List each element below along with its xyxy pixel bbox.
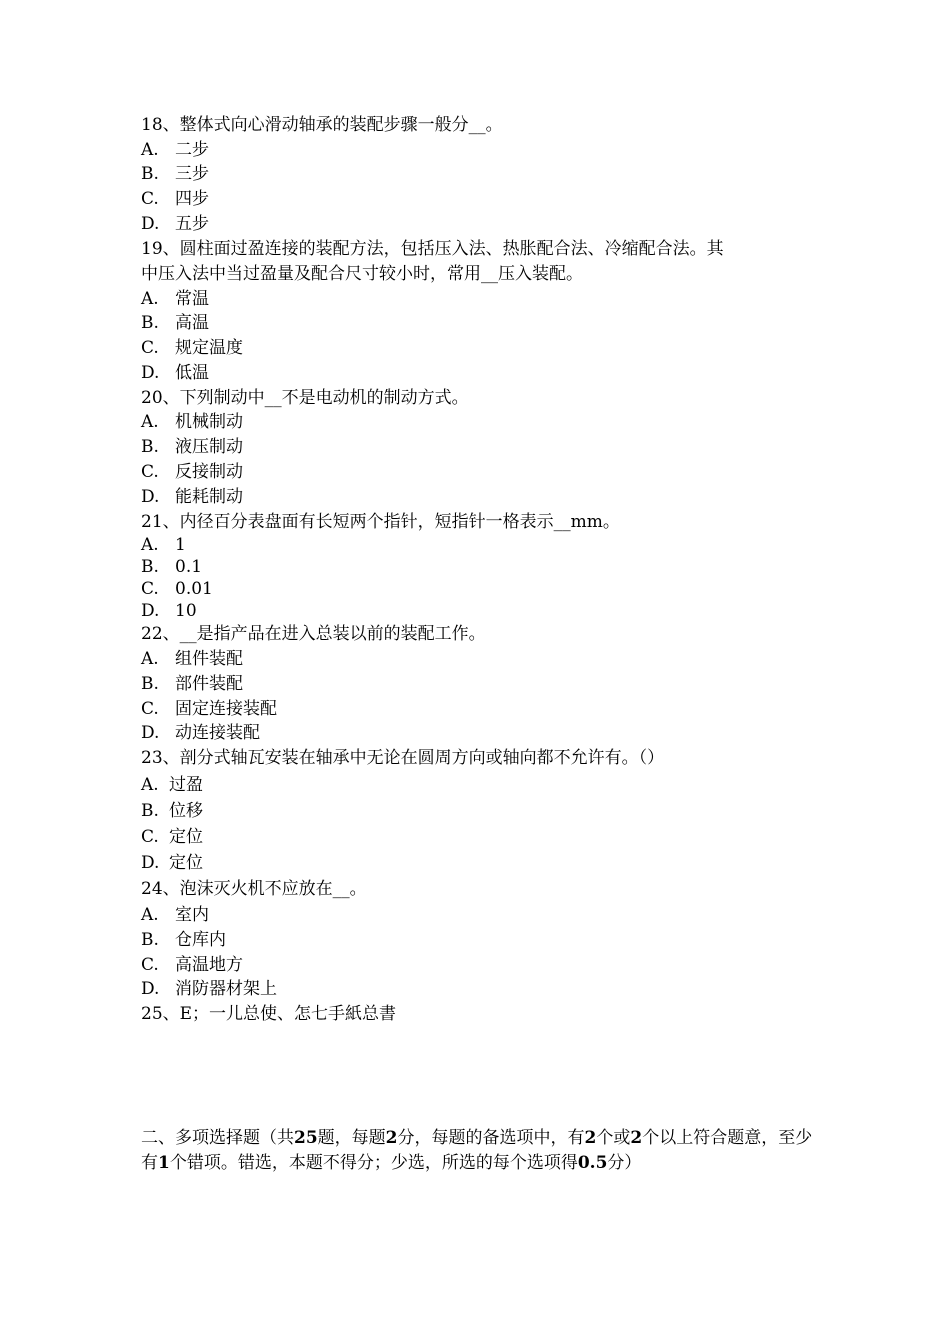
option-text: 组件装配 xyxy=(175,649,243,669)
option-letter: D. xyxy=(141,979,160,999)
question-25: 25、E；一儿总使、怎七手紙总書 xyxy=(141,1004,397,1024)
question-21: 21、内径百分表盘面有长短两个指针，短指针一格表示__mm。 xyxy=(141,512,620,532)
option-a xyxy=(141,647,243,671)
option-c xyxy=(141,953,243,977)
option-a xyxy=(141,773,203,797)
option-text: 三步 xyxy=(175,164,209,184)
option-text: 二步 xyxy=(175,140,209,160)
option-text: 室内 xyxy=(175,905,209,925)
min-correct-options: 2 xyxy=(630,1128,643,1148)
option-letter: A. xyxy=(141,140,159,160)
wrong-option-count: 1 xyxy=(158,1153,170,1173)
option-letter: B. xyxy=(141,801,159,821)
option-letter: D. xyxy=(141,723,160,743)
option-d xyxy=(141,212,209,236)
option-b xyxy=(141,672,243,696)
option-letter: D. xyxy=(141,601,160,621)
section-text: 分，每题的备选项中，有 xyxy=(397,1128,585,1148)
question-18: 18、整体式向心滑动轴承的装配步骤一般分__。 xyxy=(141,115,503,135)
section-heading-multiple-choice xyxy=(141,1126,813,1176)
option-d xyxy=(141,599,197,623)
question-count: 25 xyxy=(294,1128,318,1148)
option-b xyxy=(141,799,203,823)
option-letter: D. xyxy=(141,214,160,234)
option-letter: B. xyxy=(141,930,159,950)
option-text: 10 xyxy=(175,601,197,621)
section-text: 二、多项选择题（共 xyxy=(141,1128,294,1148)
option-d xyxy=(141,721,260,745)
partial-credit-points: 0.5 xyxy=(577,1153,608,1173)
min-correct-options: 2 xyxy=(584,1128,597,1148)
option-letter: A. xyxy=(141,905,159,925)
option-a xyxy=(141,287,209,311)
option-text: 高温地方 xyxy=(175,955,243,975)
option-a xyxy=(141,533,186,557)
option-text: 四步 xyxy=(175,189,209,209)
option-letter: B. xyxy=(141,674,159,694)
option-text: 定位 xyxy=(169,853,203,873)
section-text: 题，每题 xyxy=(317,1128,386,1148)
question-23: 23、剖分式轴瓦安装在轴承中无论在圆周方向或轴向都不允许有。（） xyxy=(141,748,665,768)
option-letter: C. xyxy=(141,462,159,482)
question-19-line2: 中压入法中当过盈量及配合尺寸较小时，常用__压入装配。 xyxy=(141,264,583,284)
option-text: 消防器材架上 xyxy=(175,979,277,999)
option-b xyxy=(141,928,226,952)
option-letter: A. xyxy=(141,535,159,555)
option-c xyxy=(141,336,243,360)
option-letter: C. xyxy=(141,955,159,975)
option-text: 高温 xyxy=(175,313,209,333)
option-text: 仓库内 xyxy=(175,930,226,950)
option-text: 反接制动 xyxy=(175,462,243,482)
option-a xyxy=(141,410,243,434)
option-letter: C. xyxy=(141,579,159,599)
option-text: 低温 xyxy=(175,363,209,383)
points-per-question: 2 xyxy=(385,1128,398,1148)
option-letter: B. xyxy=(141,557,159,577)
option-a xyxy=(141,138,209,162)
option-c xyxy=(141,187,209,211)
option-b xyxy=(141,311,209,335)
option-text: 液压制动 xyxy=(175,437,243,457)
option-text: 过盈 xyxy=(169,775,203,795)
option-letter: B. xyxy=(141,313,159,333)
option-letter: C. xyxy=(141,189,159,209)
option-letter: D. xyxy=(141,487,160,507)
option-letter: A. xyxy=(141,412,159,432)
option-text: 能耗制动 xyxy=(175,487,243,507)
option-text: 1 xyxy=(175,535,186,555)
option-text: 常温 xyxy=(175,289,209,309)
option-letter: D. xyxy=(141,853,160,873)
option-letter: B. xyxy=(141,437,159,457)
option-letter: C. xyxy=(141,338,159,358)
option-b xyxy=(141,435,243,459)
option-text: 定位 xyxy=(169,827,203,847)
option-text: 位移 xyxy=(169,801,203,821)
option-letter: A. xyxy=(141,775,159,795)
option-c xyxy=(141,577,213,601)
option-letter: A. xyxy=(141,289,159,309)
option-d xyxy=(141,851,203,875)
option-letter: A. xyxy=(141,649,159,669)
option-letter: C. xyxy=(141,699,159,719)
question-22: 22、__是指产品在进入总装以前的装配工作。 xyxy=(141,624,486,644)
option-text: 0.01 xyxy=(175,579,213,599)
option-letter: D. xyxy=(141,363,160,383)
option-c xyxy=(141,825,203,849)
option-text: 部件装配 xyxy=(175,674,243,694)
section-text: 分） xyxy=(607,1153,642,1173)
option-d xyxy=(141,485,243,509)
option-text: 动连接装配 xyxy=(175,723,260,743)
question-20: 20、下列制动中__不是电动机的制动方式。 xyxy=(141,388,469,408)
question-19-line1: 19、圆柱面过盈连接的装配方法，包括压入法、热胀配合法、冷缩配合法。其 xyxy=(141,239,724,259)
option-c xyxy=(141,460,243,484)
section-text: 个错项。错选，本题不得分；少选，所选的每个选项得 xyxy=(169,1153,578,1173)
option-text: 0.1 xyxy=(175,557,203,577)
option-b xyxy=(141,162,209,186)
question-24: 24、泡沫灭火机不应放在__。 xyxy=(141,879,367,899)
option-c xyxy=(141,697,277,721)
section-text: 个或 xyxy=(596,1128,631,1148)
option-text: 机械制动 xyxy=(175,412,243,432)
section-text: 个以上符合题意，至少有 xyxy=(141,1128,813,1173)
option-text: 五步 xyxy=(175,214,209,234)
option-d xyxy=(141,361,209,385)
option-text: 规定温度 xyxy=(175,338,243,358)
option-a xyxy=(141,903,209,927)
option-letter: B. xyxy=(141,164,159,184)
option-letter: C. xyxy=(141,827,159,847)
option-b xyxy=(141,555,202,579)
option-d xyxy=(141,977,277,1001)
option-text: 固定连接装配 xyxy=(175,699,277,719)
